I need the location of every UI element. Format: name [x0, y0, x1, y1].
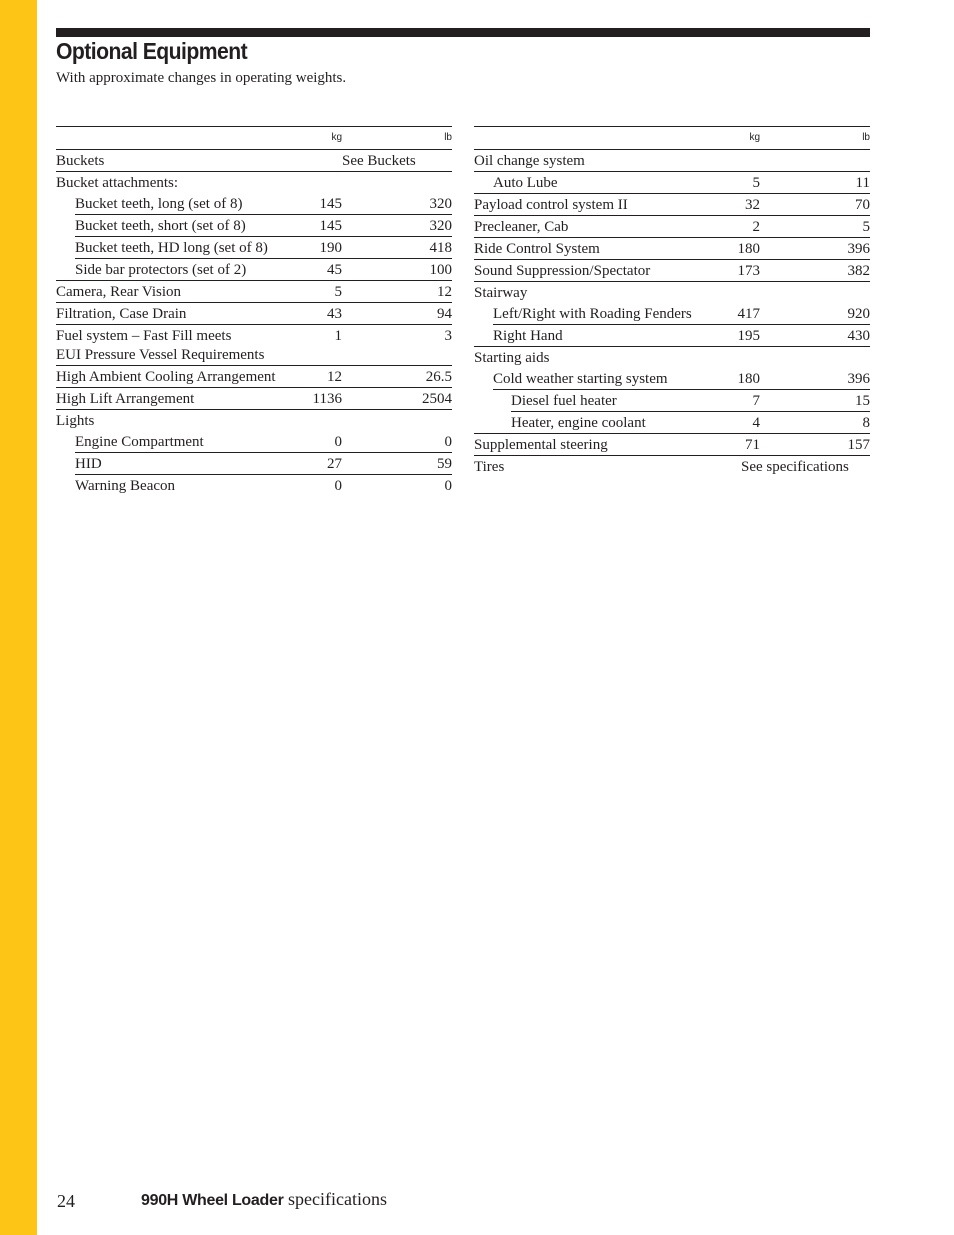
table-row — [56, 388, 452, 410]
row-kg-value: 180 — [737, 241, 760, 257]
table-row — [511, 390, 870, 412]
kg-column-header: kg — [749, 132, 760, 143]
row-label: Side bar protectors (set of 2) — [75, 262, 247, 278]
row-lb-value: 382 — [847, 263, 870, 279]
row-kg-value: 7 — [752, 393, 760, 409]
table-row — [75, 193, 452, 215]
row-label: Precleaner, Cab — [474, 219, 569, 235]
row-reference: See specifications — [741, 459, 849, 475]
page-subtitle: With approximate changes in operating weights. — [56, 70, 347, 86]
row-lb-value: 59 — [437, 456, 452, 472]
row-label: Bucket teeth, long (set of 8) — [75, 196, 243, 212]
table-row — [474, 216, 870, 238]
row-lb-value: 94 — [437, 306, 452, 322]
row-label: Ride Control System — [474, 241, 600, 257]
row-lb-value: 15 — [855, 393, 870, 409]
table-row — [474, 260, 870, 282]
table-row — [474, 194, 870, 216]
row-kg-value: 1136 — [312, 391, 342, 407]
row-lb-value: 11 — [855, 175, 870, 191]
row-label: High Lift Arrangement — [56, 391, 195, 407]
row-label: Supplemental steering — [474, 437, 608, 453]
row-label: Right Hand — [493, 328, 563, 344]
row-kg-value: 173 — [737, 263, 760, 279]
row-label: Oil change system — [474, 153, 585, 169]
table-row — [474, 325, 870, 347]
row-lb-value: 5 — [862, 219, 870, 235]
row-label: HID — [75, 456, 102, 472]
kg-column-header: kg — [331, 132, 342, 143]
row-label: Bucket teeth, short (set of 8) — [75, 218, 246, 234]
row-label: Camera, Rear Vision — [56, 284, 182, 300]
table-row — [56, 259, 452, 281]
table-row — [75, 431, 452, 453]
table-row — [474, 456, 870, 477]
row-lb-value: 0 — [444, 478, 452, 494]
row-label: Auto Lube — [493, 175, 558, 191]
table-row — [474, 238, 870, 260]
row-label: Filtration, Case Drain — [56, 306, 187, 322]
table-row — [493, 303, 870, 325]
table-row — [474, 347, 870, 368]
row-lb-value: 2504 — [422, 391, 452, 407]
table-header — [56, 126, 452, 150]
row-label: Fuel system – Fast Fill meets — [56, 328, 232, 344]
row-lb-value: 70 — [855, 197, 870, 213]
table-header — [474, 126, 870, 150]
table-row — [56, 172, 452, 193]
table-row — [56, 325, 452, 366]
row-label: Stairway — [474, 285, 528, 301]
table-row — [75, 453, 452, 475]
row-kg-value: 0 — [334, 478, 342, 494]
row-label: Engine Compartment — [75, 434, 204, 450]
row-reference: See Buckets — [342, 153, 416, 169]
row-kg-value: 32 — [745, 197, 760, 213]
footer-suffix: specifications — [288, 1189, 387, 1209]
row-lb-value: 430 — [847, 328, 870, 344]
table-row — [56, 366, 452, 388]
row-label: Cold weather starting system — [493, 371, 668, 387]
row-lb-value: 920 — [847, 306, 870, 322]
row-lb-value: 418 — [429, 240, 452, 256]
row-kg-value: 45 — [327, 262, 342, 278]
row-label: Diesel fuel heater — [511, 393, 617, 409]
row-kg-value: 4 — [752, 415, 760, 431]
row-lb-value: 396 — [847, 241, 870, 257]
row-kg-value: 71 — [745, 437, 760, 453]
row-label: Tires — [474, 459, 505, 475]
row-label: Starting aids — [474, 350, 550, 366]
table-row — [56, 410, 452, 431]
table-row — [474, 412, 870, 434]
table-row — [75, 237, 452, 259]
footer-model-name: 990H Wheel Loader — [141, 1192, 284, 1209]
table-row — [474, 434, 870, 456]
row-label: Bucket teeth, HD long (set of 8) — [75, 240, 268, 256]
row-label: Bucket attachments: — [56, 175, 179, 191]
row-kg-value: 190 — [319, 240, 342, 256]
table-row — [56, 150, 452, 172]
page-number: 24 — [57, 1191, 75, 1211]
table-row — [75, 215, 452, 237]
row-lb-value: 320 — [429, 196, 452, 212]
row-label: Heater, engine coolant — [511, 415, 646, 431]
row-kg-value: 180 — [737, 371, 760, 387]
row-lb-value: 320 — [429, 218, 452, 234]
row-lb-value: 100 — [429, 262, 452, 278]
row-lb-value: 12 — [437, 284, 452, 300]
row-lb-value: 0 — [444, 434, 452, 450]
row-lb-value: 396 — [847, 371, 870, 387]
page-title: Optional Equipment — [56, 38, 248, 64]
table-row — [474, 150, 870, 172]
footer-document-title — [141, 1189, 387, 1210]
row-label: Lights — [56, 413, 95, 429]
row-lb-value: 3 — [444, 328, 452, 344]
row-kg-value: 0 — [334, 434, 342, 450]
row-kg-value: 43 — [327, 306, 342, 322]
table-row — [474, 282, 870, 303]
accent-side-band — [0, 0, 37, 1235]
row-label: Buckets — [56, 153, 105, 169]
row-lb-value: 8 — [862, 415, 870, 431]
row-lb-value: 157 — [847, 437, 870, 453]
table-row — [56, 303, 452, 325]
row-kg-value: 1 — [334, 328, 342, 344]
row-kg-value: 5 — [334, 284, 342, 300]
row-kg-value: 27 — [327, 456, 342, 472]
left-equipment-table — [56, 126, 452, 496]
row-label: Payload control system II — [474, 197, 628, 213]
table-row — [56, 281, 452, 303]
row-label-continuation: EUI Pressure Vessel Requirements — [56, 347, 265, 363]
row-kg-value: 5 — [752, 175, 760, 191]
lb-column-header: lb — [444, 132, 452, 143]
right-equipment-table — [474, 126, 870, 477]
row-label: Sound Suppression/Spectator — [474, 263, 651, 279]
lb-column-header: lb — [862, 132, 870, 143]
row-label: Warning Beacon — [75, 478, 176, 494]
header-rule — [56, 28, 870, 37]
row-lb-value: 26.5 — [425, 369, 452, 385]
row-kg-value: 145 — [319, 218, 342, 234]
row-kg-value: 12 — [327, 369, 342, 385]
table-row — [474, 172, 870, 194]
table-row — [75, 475, 452, 496]
row-kg-value: 145 — [319, 196, 342, 212]
row-label: Left/Right with Roading Fenders — [493, 306, 692, 322]
row-kg-value: 195 — [737, 328, 760, 344]
row-label: High Ambient Cooling Arrangement — [56, 369, 276, 385]
row-kg-value: 417 — [737, 306, 760, 322]
row-kg-value: 2 — [752, 219, 760, 235]
table-row — [493, 368, 870, 390]
